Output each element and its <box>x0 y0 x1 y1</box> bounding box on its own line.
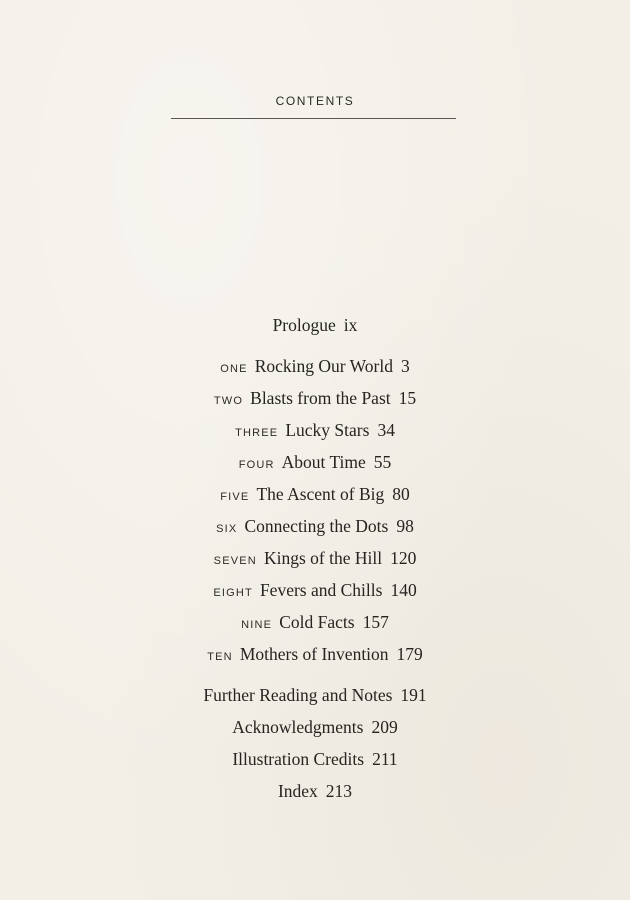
toc-entry-chapter <box>0 515 630 540</box>
toc-entry-prologue <box>0 314 630 336</box>
chapter-page: 140 <box>390 580 417 600</box>
toc-entry-back-matter <box>0 748 630 770</box>
chapter-page: 3 <box>400 356 410 376</box>
chapter-number: SEVEN <box>213 555 257 567</box>
chapter-title: Kings of the Hill <box>263 548 383 568</box>
chapter-title: The Ascent of Big <box>256 484 385 504</box>
back-matter-title: Index <box>277 781 318 801</box>
toc-entry-back-matter <box>0 716 630 738</box>
chapter-page: 157 <box>362 612 389 632</box>
back-matter-title: Illustration Credits <box>232 749 365 769</box>
chapter-title: Lucky Stars <box>285 420 370 440</box>
chapter-page: 80 <box>392 484 410 504</box>
chapter-number: NINE <box>241 619 273 631</box>
back-matter-page: 211 <box>372 749 398 769</box>
chapter-number: EIGHT <box>213 587 253 599</box>
chapter-number: FOUR <box>238 459 275 471</box>
contents-heading: CONTENTS <box>275 94 355 108</box>
chapter-title: Fevers and Chills <box>259 580 383 600</box>
back-matter-title: Further Reading and Notes <box>203 685 393 705</box>
chapter-number: TWO <box>213 395 244 407</box>
chapter-page: 34 <box>377 420 395 440</box>
chapter-number: TEN <box>207 651 233 663</box>
chapter-title: Rocking Our World <box>254 356 393 376</box>
chapter-page: 98 <box>396 516 414 536</box>
chapter-title: Mothers of Invention <box>239 644 389 664</box>
chapter-page: 120 <box>390 548 417 568</box>
back-matter-title: Acknowledgments <box>232 717 364 737</box>
toc-entry-chapter <box>0 451 630 476</box>
chapter-title: Connecting the Dots <box>244 516 389 536</box>
back-matter-page: 191 <box>400 685 427 705</box>
chapter-number: ONE <box>220 363 248 375</box>
toc-entry-chapter <box>0 483 630 508</box>
chapter-number: THREE <box>235 427 279 439</box>
toc-entry-back-matter <box>0 780 630 802</box>
chapter-number: FIVE <box>220 491 250 503</box>
back-matter-page: 209 <box>371 717 398 737</box>
heading-rule <box>171 118 456 119</box>
toc-entry-title: Prologue <box>272 315 336 335</box>
toc-entry-chapter <box>0 419 630 444</box>
toc-entry-chapter <box>0 547 630 572</box>
toc-entry-chapter <box>0 387 630 412</box>
toc-entry-chapter <box>0 579 630 604</box>
chapter-title: About Time <box>281 452 366 472</box>
toc-entry-page: ix <box>343 315 358 335</box>
chapter-page: 55 <box>373 452 392 472</box>
back-matter-page: 213 <box>325 781 353 801</box>
toc-entry-chapter <box>0 611 630 636</box>
chapter-number: SIX <box>216 523 238 535</box>
chapter-page: 179 <box>396 644 423 664</box>
toc-entry-back-matter <box>0 684 630 706</box>
chapter-title: Blasts from the Past <box>250 388 391 408</box>
chapter-page: 15 <box>398 388 417 408</box>
chapter-title: Cold Facts <box>279 612 355 632</box>
toc-entry-chapter <box>0 355 630 380</box>
toc-entry-chapter <box>0 643 630 668</box>
